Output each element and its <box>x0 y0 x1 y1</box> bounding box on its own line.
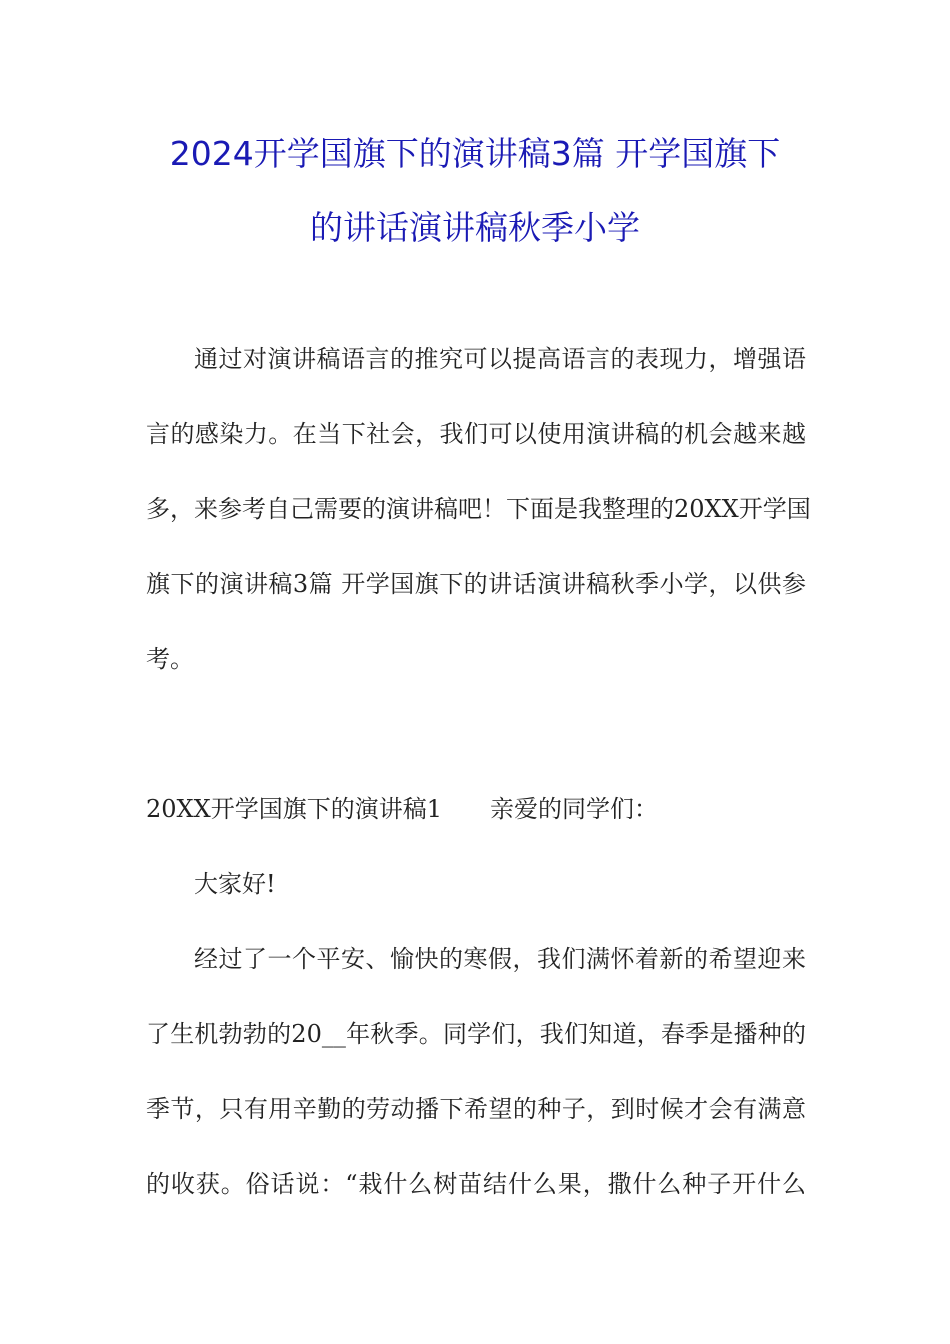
intro-paragraph-line-4: 旗下的演讲稿3篇 开学国旗下的讲话演讲稿秋季小学，以供参 <box>146 570 806 598</box>
document-title-line-2: 的讲话演讲稿秋季小学 <box>310 208 640 247</box>
section-heading: 20XX开学国旗下的演讲稿1 亲爱的同学们： <box>146 795 658 823</box>
intro-paragraph-line-2: 言的感染力。在当下社会，我们可以使用演讲稿的机会越来越 <box>146 420 806 448</box>
document-title-line-1: 2024开学国旗下的演讲稿3篇 开学国旗下 <box>169 134 781 173</box>
intro-paragraph-line-5: 考。 <box>146 645 194 673</box>
body-paragraph-line-1: 经过了一个平安、愉快的寒假，我们满怀着新的希望迎来 <box>194 945 806 973</box>
intro-paragraph-line-3: 多，来参考自己需要的演讲稿吧！下面是我整理的20XX开学国 <box>146 495 811 523</box>
body-paragraph-line-2: 了生机勃勃的20__年秋季。同学们，我们知道，春季是播种的 <box>146 1020 806 1048</box>
intro-paragraph-line-1: 通过对演讲稿语言的推究可以提高语言的表现力，增强语 <box>194 345 806 373</box>
greeting: 大家好! <box>194 870 276 898</box>
body-paragraph-line-3: 季节，只有用辛勤的劳动播下希望的种子，到时候才会有满意 <box>146 1095 806 1123</box>
body-paragraph-line-4: 的收获。俗话说：“栽什么树苗结什么果，撒什么种子开什么 <box>146 1170 806 1198</box>
